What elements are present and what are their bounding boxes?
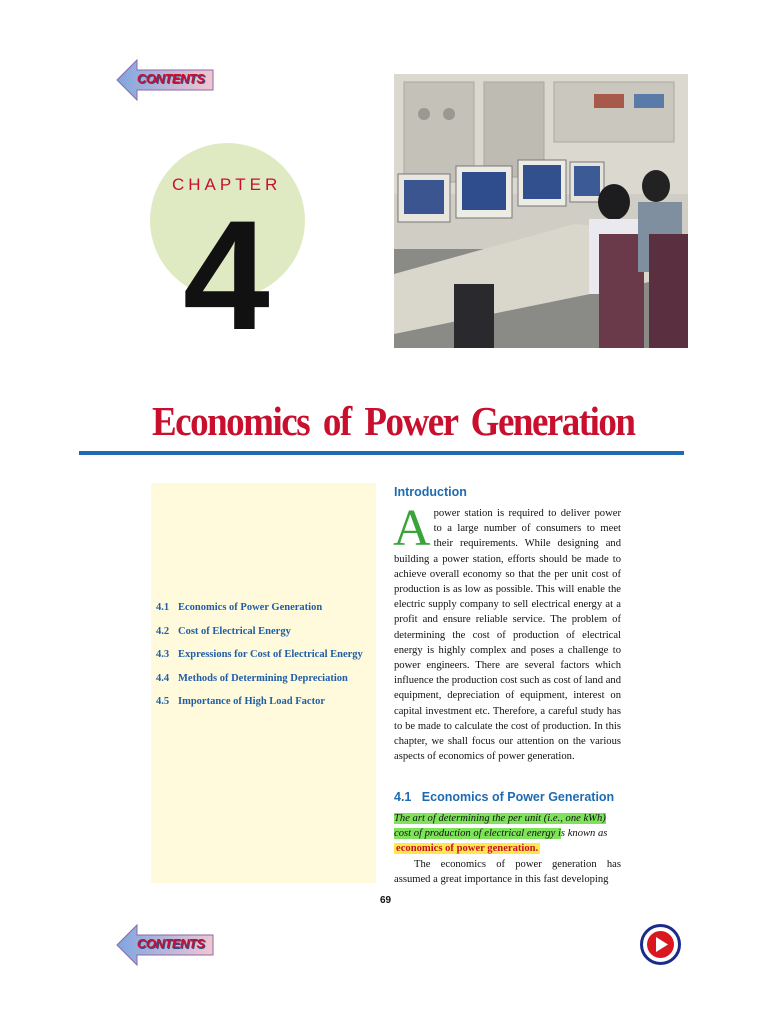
introduction-heading: Introduction — [394, 485, 467, 499]
highlighted-definition: The art of determining the per unit (i.e., one kWh) cost of production of electrical energy i — [394, 813, 606, 840]
next-page-button[interactable] — [640, 924, 681, 965]
page-number: 69 — [380, 895, 392, 906]
introduction-paragraph — [393, 500, 621, 764]
contents-button-bottom[interactable] — [115, 923, 215, 967]
outline-item[interactable]: 4.5 Importance of High Load Factor — [156, 696, 325, 707]
outline-item[interactable]: 4.3 Expressions for Cost of Electrical Energy — [156, 649, 363, 660]
outline-item[interactable]: 4.2 Cost of Electrical Energy — [156, 625, 291, 637]
control-room-photo — [394, 74, 688, 348]
defined-term: economics of power generation. — [396, 843, 539, 855]
contents-label: CONTENTS — [137, 71, 205, 86]
chapter-title: Economics of Power Generation — [152, 399, 635, 446]
definition-rest: s known as — [560, 828, 608, 840]
introduction-text: power station is required to deliver power to a large number of consumers to meet their requirements. While designing and building a power station, efforts should be made to achieve overall economy so that the per unit cost of production is as low as possible. This will enable the electric supply company to sell electrical energy at a profit and ensure reliable service. The problem of determining the cost of production of electrical energy is highly complex and poses a challenge to power engineers. There are several factors which influence the production cost such as cost of land and equipment, depreciation of equipment, interest on capital investment etc. Therefore, a careful study has to be made to calculate the cost of production. In this chapter, we shall focus our attention on the various aspects of economics of power generation. — [394, 508, 621, 763]
title-divider — [79, 451, 684, 455]
definition-paragraph — [394, 811, 621, 857]
next-page-icon — [643, 927, 678, 962]
contents-button-top[interactable] — [115, 58, 215, 102]
chapter-outline — [156, 602, 363, 720]
chapter-number: 4 — [183, 189, 270, 363]
section-4-1-paragraph: The economics of power generation has assumed a great importance in this fast developing — [394, 859, 621, 886]
chapter-outline-box — [151, 483, 376, 883]
chapter-label: CHAPTER — [172, 175, 282, 194]
outline-item[interactable]: 4.4 Methods of Determining Depreciation — [156, 672, 348, 684]
outline-item[interactable]: 4.1 Economics of Power Generation — [156, 602, 323, 613]
section-4-1-heading: 4.1 Economics of Power Generation — [394, 790, 615, 804]
drop-cap: A — [393, 500, 431, 557]
contents-label: CONTENTS — [137, 936, 205, 951]
